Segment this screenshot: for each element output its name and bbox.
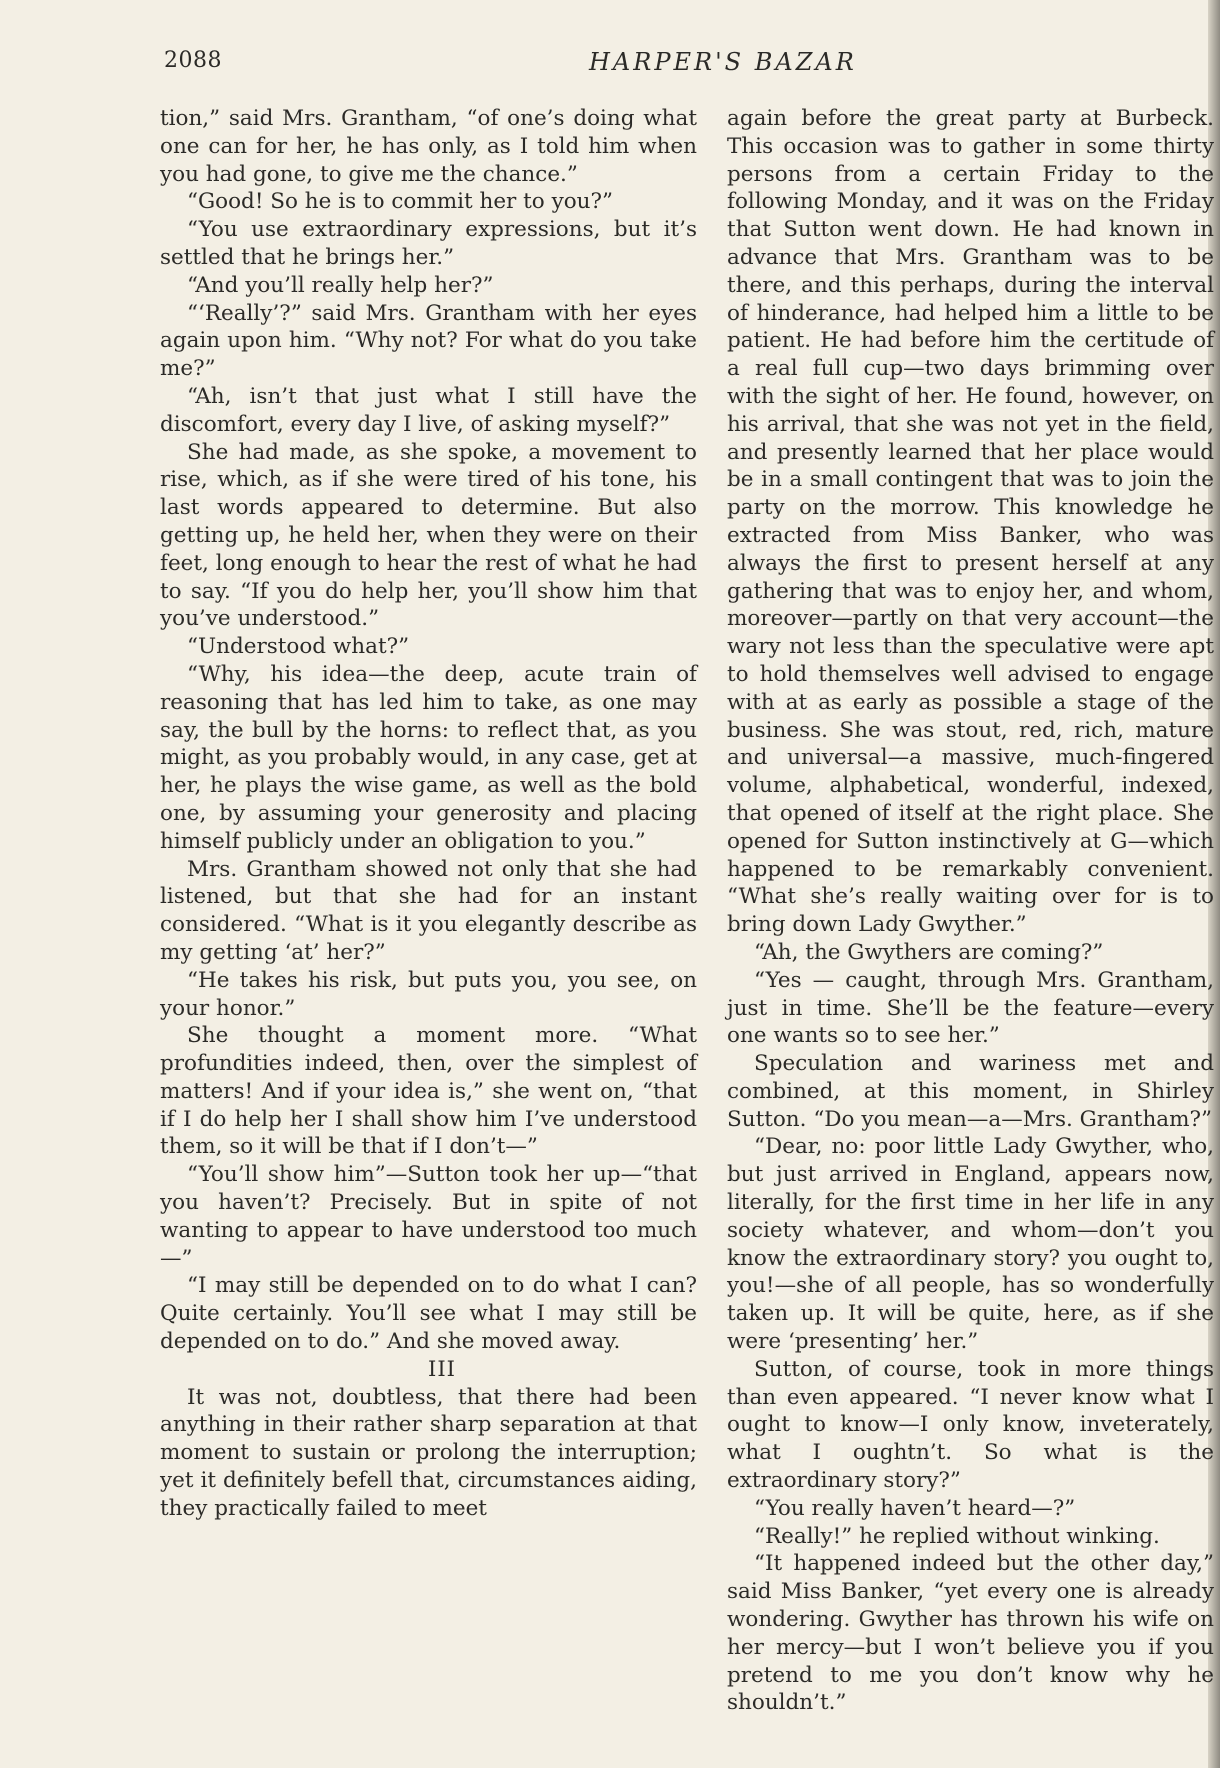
paragraph: Speculation and wariness met and combined, at this moment, in Shirley Sutton. “Do you mean—a—Mrs. Grantham?” — [727, 1051, 1214, 1132]
paragraph: tion,” said Mrs. Grantham, “of one’s doing what one can for her, he has only, as I told him when you had gone, to give me the chance.” — [160, 106, 697, 187]
paragraph: “Ah, the Gwythers are coming?” — [754, 939, 1104, 965]
paragraph: “You really haven’t heard—?” — [754, 1495, 1076, 1521]
paragraph: It was not, doubtless, that there had been anything in their rather sharp separation at that moment to sustain or prolong the interruption; yet it definitely befell that, circumstances aiding, they practically failed to meet — [160, 1384, 697, 1521]
paragraph: “And you’ll really help her?” — [187, 272, 494, 298]
page-header — [164, 48, 1214, 84]
paragraph: “You’ll show him”—Sutton took her up—“that you haven’t? Precisely. But in spite of not wanting to appear to have understood too much—” — [160, 1162, 697, 1271]
paragraph: “Good! So he is to commit her to you?” — [187, 189, 614, 215]
paragraph: Mrs. Grantham showed not only that she had listened, but that she had for an instant considered. “What is it you elegantly describe as my getting ‘at’ her?” — [160, 856, 697, 965]
paragraph: “Yes — caught, through Mrs. Grantham, just in time. She’ll be the feature—every one wants so to see her.” — [727, 967, 1214, 1049]
paragraph: “I may still be depended on to do what I can? Quite certainly. You’ll see what I may still be depended on to do.” And she moved away. — [160, 1273, 697, 1355]
section-heading: III — [428, 1356, 456, 1381]
paragraph: “Really!” he replied without winking. — [754, 1523, 1160, 1549]
running-title: HARPER'S BAZAR — [589, 48, 857, 76]
paragraph: “He takes his risk, but puts you, you see, on your honor.” — [160, 967, 697, 1021]
right-column — [727, 105, 1214, 1717]
paragraph: “Understood what?” — [187, 634, 410, 660]
paragraph: She thought a moment more. “What profundities indeed, then, over the simplest of matters! And if your idea is,” she went on, “that if I do help her I shall show him I’ve understood them, so it will be that if I don’t—” — [160, 1023, 697, 1160]
paragraph: “Ah, isn’t that just what I still have the discomfort, every day I live, of asking myself?” — [160, 383, 697, 437]
paragraph: “You use extraordinary expressions, but it’s settled that he brings her.” — [160, 217, 697, 270]
page-number: 2088 — [164, 48, 222, 73]
paragraph: again before the great party at Burbeck. This occasion was to gather in some thirty persons from a certain Friday to the following Monday, and it was on the Friday that Sutton went down. He had known in advance that Mrs. Grantham was to be there, and this perhaps, during the interval of hinderance, had helped him a little to be patient. He had before him the certitude of a real full cup—two days brimming over with the sight of her. He found, however, on his arrival, that she was not yet in the field, and presently learned that her place would be in a small contingent that was to join the party on the morrow. This knowledge he extracted from Miss Banker, who was always the first to present herself at any gathering that was to enjoy her, and whom, moreover—partly on that very account—the wary not less than the speculative were apt to hold themselves well advised to engage with at as early as possible a stage of the business. She was stout, red, rich, mature and universal—a massive, much-fingered volume, alphabetical, wonderful, indexed, that opened of itself at the right place. She opened for Sutton instinctively at G—which happened to be remarkably convenient. “What she’s really waiting over for is to bring down Lady Gwyther.” — [727, 106, 1214, 938]
paragraph: “It happened indeed but the other day,” said Miss Banker, “yet every one is already wondering. Gwyther has thrown his wife on her mercy—but I won’t believe you if you pretend to me you don’t know why he shouldn’t.” — [727, 1551, 1214, 1716]
paragraph: Sutton, of course, took in more things than even appeared. “I never know what I ought to know—I only know, inveterately, what I oughtn’t. So what is the extraordinary story?” — [727, 1356, 1214, 1494]
paragraph: “‘Really’?” said Mrs. Grantham with her eyes again upon him. “Why not? For what do you take me?” — [160, 300, 697, 382]
left-column — [160, 105, 697, 1523]
paragraph: “Dear, no: poor little Lady Gwyther, who, but just arrived in England, appears now, literally, for the first time in her life in any society whatever, and whom—don’t you know the extraordinary story? you ought to, you!—she of all people, has so wonderfully taken up. It will be quite, here, as if she were ‘presenting’ her.” — [727, 1134, 1214, 1355]
paragraph: She had made, as she spoke, a movement to rise, which, as if she were tired of his tone, his last words appeared to determine. But also getting up, he held her, when they were on their feet, long enough to hear the rest of what he had to say. “If you do help her, you’ll show him that you’ve understood.” — [160, 439, 697, 632]
paragraph: “Why, his idea—the deep, acute train of reasoning that has led him to take, as one may say, the bull by the horns: to reflect that, as you might, as you probably would, in any case, get at her, he plays the wise game, as well as the bold one, by assuming your generosity and placing himself publicly under an obligation to you.” — [160, 661, 697, 854]
